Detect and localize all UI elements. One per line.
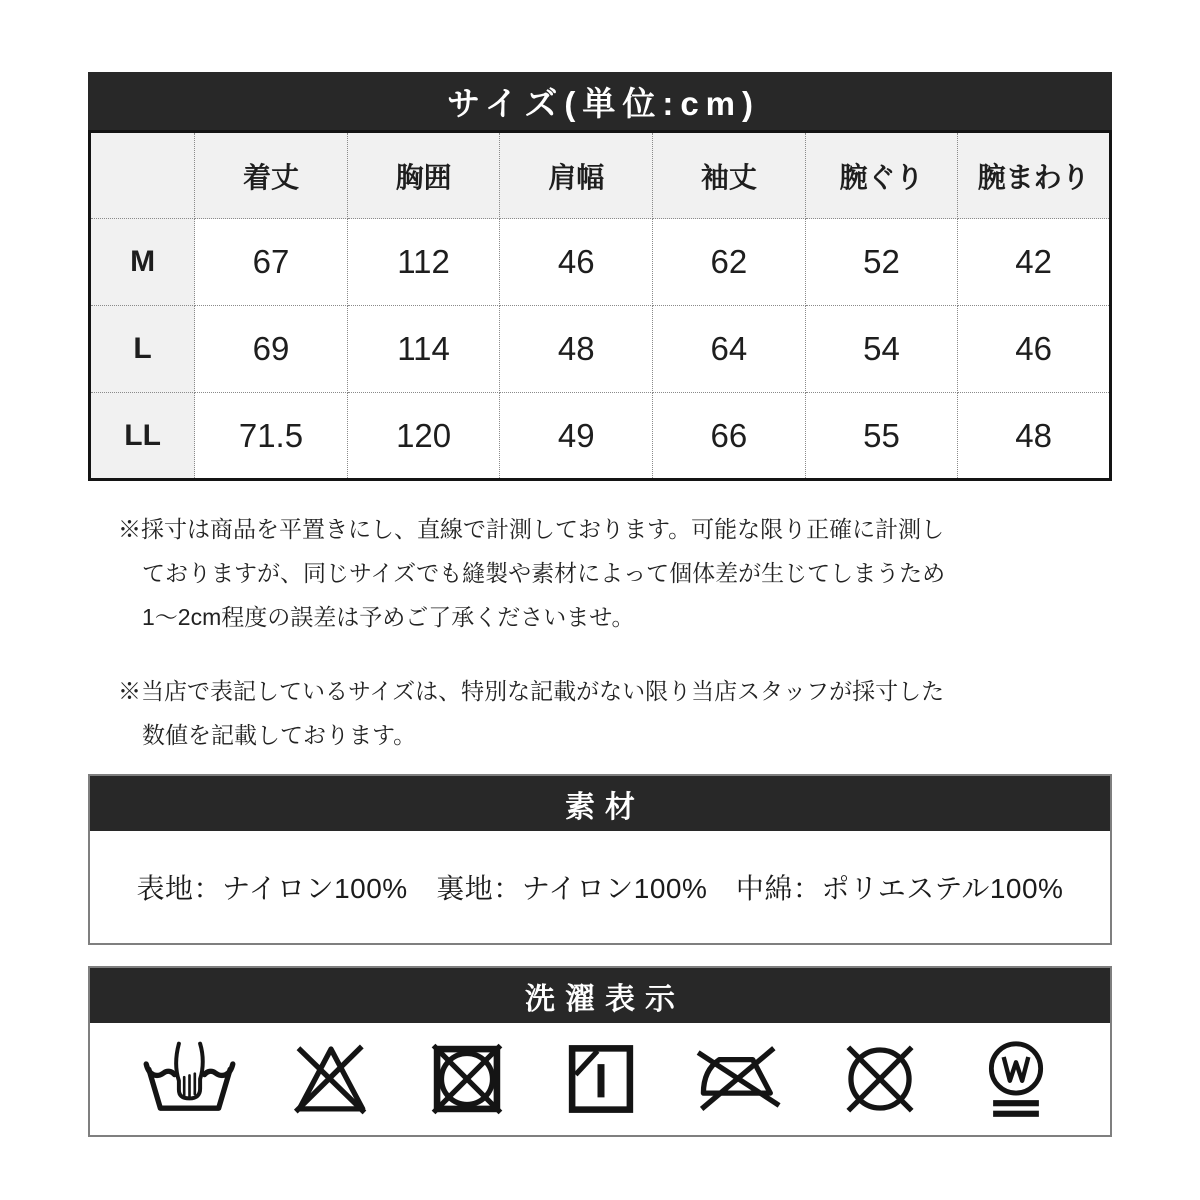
size-value: 52 [805, 219, 958, 306]
measurement-note [118, 507, 1200, 639]
size-value: 62 [653, 219, 806, 306]
note-line: 数値を記載しております。 [142, 722, 417, 748]
column-header-arm-circumference: 腕まわり [958, 132, 1111, 219]
hand-wash-icon [140, 1034, 239, 1124]
note-line: ※採寸は商品を平置きにし、直線で計測しております。可能な限り正確に計測し [118, 516, 945, 542]
size-value: 112 [347, 219, 500, 306]
column-header-shoulder: 肩幅 [500, 132, 653, 219]
size-value: 49 [500, 393, 653, 480]
column-header-chest: 胸囲 [347, 132, 500, 219]
size-value: 46 [958, 306, 1111, 393]
do-not-tumble-dry-icon [423, 1035, 511, 1123]
size-row-ll [90, 393, 1111, 480]
care-section-title: 洗濯表示 [90, 968, 1110, 1023]
size-value: 64 [653, 306, 806, 393]
size-value: 48 [958, 393, 1111, 480]
size-value: 54 [805, 306, 958, 393]
size-value: 67 [195, 219, 348, 306]
size-value: 114 [347, 306, 500, 393]
size-value: 71.5 [195, 393, 348, 480]
size-label: L [90, 306, 195, 393]
size-row-l [90, 306, 1111, 393]
material-body [90, 831, 1110, 943]
size-value: 55 [805, 393, 958, 480]
size-section [88, 72, 1112, 481]
size-label: M [90, 219, 195, 306]
size-value: 69 [195, 306, 348, 393]
sizing-note [118, 669, 1200, 757]
size-value: 48 [500, 306, 653, 393]
material-section-title: 素材 [90, 776, 1110, 831]
size-section-title: サイズ(単位:cm) [88, 72, 1112, 130]
size-value: 66 [653, 393, 806, 480]
gentle-wet-cleaning-icon [972, 1035, 1060, 1123]
column-header-length: 着丈 [195, 132, 348, 219]
care-section [88, 966, 1112, 1137]
note-line: 1～2cm程度の誤差は予めご了承くださいませ。 [142, 604, 635, 630]
size-row-m [90, 219, 1111, 306]
size-value: 42 [958, 219, 1111, 306]
care-symbols-row [90, 1023, 1110, 1135]
do-not-dry-clean-icon [836, 1035, 924, 1123]
size-value: 46 [500, 219, 653, 306]
size-table [88, 130, 1112, 481]
column-header-armhole: 腕ぐり [805, 132, 958, 219]
hang-dry-in-shade-icon [559, 1035, 643, 1123]
size-table-header-row [90, 132, 1111, 219]
material-section [88, 774, 1112, 945]
do-not-bleach-icon [287, 1035, 375, 1123]
do-not-iron-icon [691, 1035, 788, 1123]
material-composition: 表地：ナイロン100% 裏地：ナイロン100% 中綿：ポリエステル100% [136, 873, 1064, 904]
column-header-sleeve: 袖丈 [653, 132, 806, 219]
note-line: ておりますが、同じサイズでも縫製や素材によって個体差が生じてしまうため [142, 560, 946, 586]
note-line: ※当店で表記しているサイズは、特別な記載がない限り当店スタッフが採寸した [118, 678, 945, 704]
corner-cell [90, 132, 195, 219]
size-label: LL [90, 393, 195, 480]
size-value: 120 [347, 393, 500, 480]
